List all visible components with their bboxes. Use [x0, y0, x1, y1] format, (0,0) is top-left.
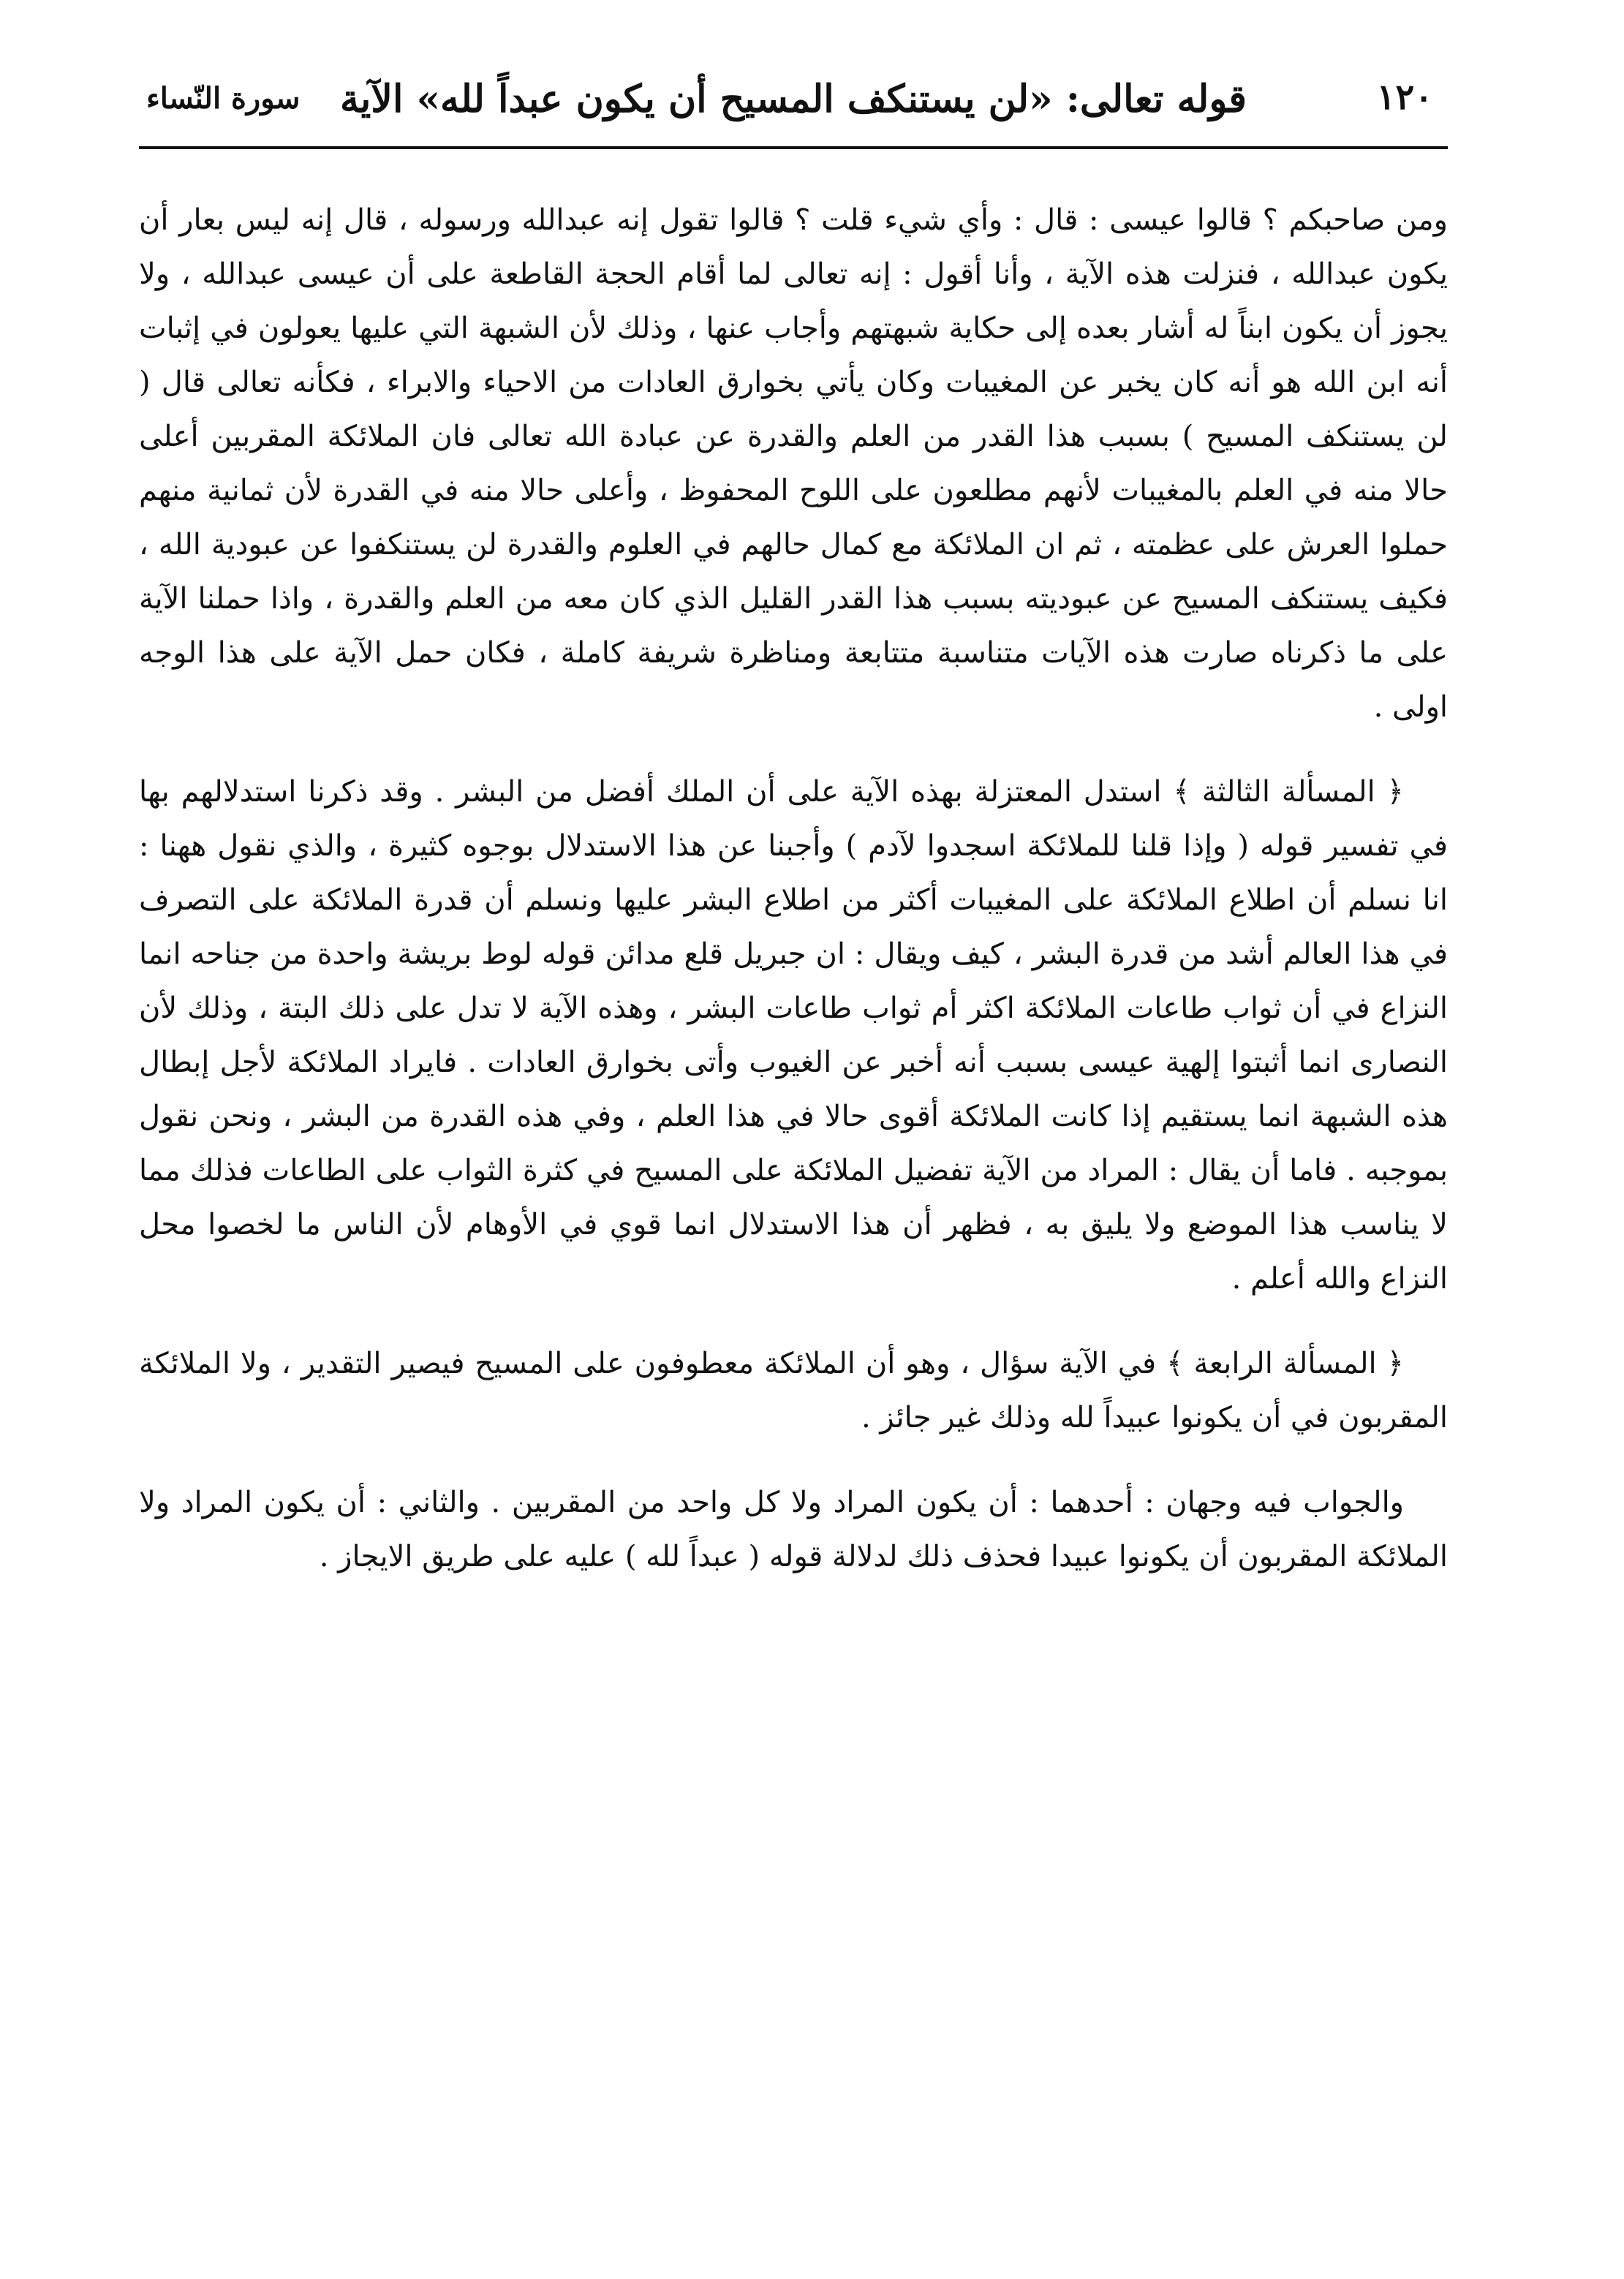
- paragraph-issue-4: ﴿ المسألة الرابعة ﴾ في الآية سؤال ، وهو أن الملائكة معطوفون على المسيح فيصير التقدير ، ولا الملائكة المقربون في أن يكونوا عبيداً لله وذلك غير جائز .: [139, 1347, 1448, 1435]
- header-title: قوله تعالى: «لن يستنكف المسيح أن يكون عبداً لله» الآية: [339, 77, 1247, 121]
- surah-name: سورة النّساء: [146, 81, 301, 116]
- paragraph-answer: والجواب فيه وجهان : أحدهما : أن يكون المراد ولا كل واحد من المقربين . والثاني : أن يكون المراد ولا الملائكة المقربون أن يكونوا عبيدا فحذف ذلك لدلالة قوله ( عبداً لله ) عليه على طريق الايجاز .: [139, 1486, 1448, 1573]
- paragraph-issue-3: ﴿ المسألة الثالثة ﴾ استدل المعتزلة بهذه الآية على أن الملك أفضل من البشر . وقد ذكرنا استدلالهم بها في تفسير قوله ( وإذا قلنا للملائكة اسجدوا لآدم ) وأجبنا عن هذا الاستدلال بوجوه كثيرة ، والذي نقول ههنا : انا نسلم أن اطلاع الملائكة على المغيبات أكثر من اطلاع البشر عليها ونسلم أن قدرة الملائكة على التصرف في هذا العالم أشد من قدرة البشر ، كيف ويقال : ان جبريل قلع مدائن قوله لوط بريشة واحدة من جناحه انما النزاع في أن ثواب طاعات الملائكة اكثر أم ثواب طاعات البشر ، وهذه الآية لا تدل على ذلك البتة ، وذلك لأن النصارى انما أثبتوا إلهية عيسى بسبب أنه أخبر عن الغيوب وأتى بخوارق العادات . فايراد الملائكة لأجل إبطال هذه الشبهة انما يستقيم إذا كانت الملائكة أقوى حالا في هذا العلم ، وفي هذه القدرة من البشر ، ونحن نقول بموجبه . فاما أن يقال : المراد من الآية تفضيل الملائكة على المسيح في كثرة الثواب على الطاعات فذلك مما لا يناسب هذا الموضع ولا يليق به ، فظهر أن هذا الاستدلال انما قوي في الأوهام لأن الناس ما لخصوا محل النزاع والله أعلم .: [139, 775, 1448, 1296]
- paragraph-1: ومن صاحبكم ؟ قالوا عيسى : قال : وأي شيء قلت ؟ قالوا تقول إنه عبدالله ورسوله ، قال إنه ليس بعار أن يكون عبدالله ، فنزلت هذه الآية ، وأنا أقول : إنه تعالى لما أقام الحجة القاطعة على أن عيسى عبدالله ، ولا يجوز أن يكون ابناً له أشار بعده إلى حكاية شبهتهم وأجاب عنها ، وذلك لأن الشبهة التي عليها يعولون في إثبات أنه ابن الله هو أنه كان يخبر عن المغيبات وكان يأتي بخوارق العادات من الاحياء والابراء ، فكأنه تعالى قال ( لن يستنكف المسيح ) بسبب هذا القدر من العلم والقدرة عن عبادة الله تعالى فان الملائكة المقربين أعلى حالا منه في العلم بالمغيبات لأنهم مطلعون على اللوح المحفوظ ، وأعلى حالا منه في القدرة لأن ثمانية منهم حملوا العرش على عظمته ، ثم ان الملائكة مع كمال حالهم في العلوم والقدرة لن يستنكفوا عن عبودية الله ، فكيف يستنكف المسيح عن عبوديته بسبب هذا القدر القليل الذي كان معه من العلم والقدرة ، واذا حملنا الآية على ما ذكرناه صارت هذه الآيات متناسبة متتابعة ومناظرة شريفة كاملة ، فكان حمل الآية على هذا الوجه اولى .: [139, 203, 1448, 724]
- page-number: ١٢٠: [1376, 77, 1433, 118]
- book-page: [139, 69, 1448, 2190]
- page-body: [139, 193, 1448, 1584]
- running-header: [139, 69, 1448, 149]
